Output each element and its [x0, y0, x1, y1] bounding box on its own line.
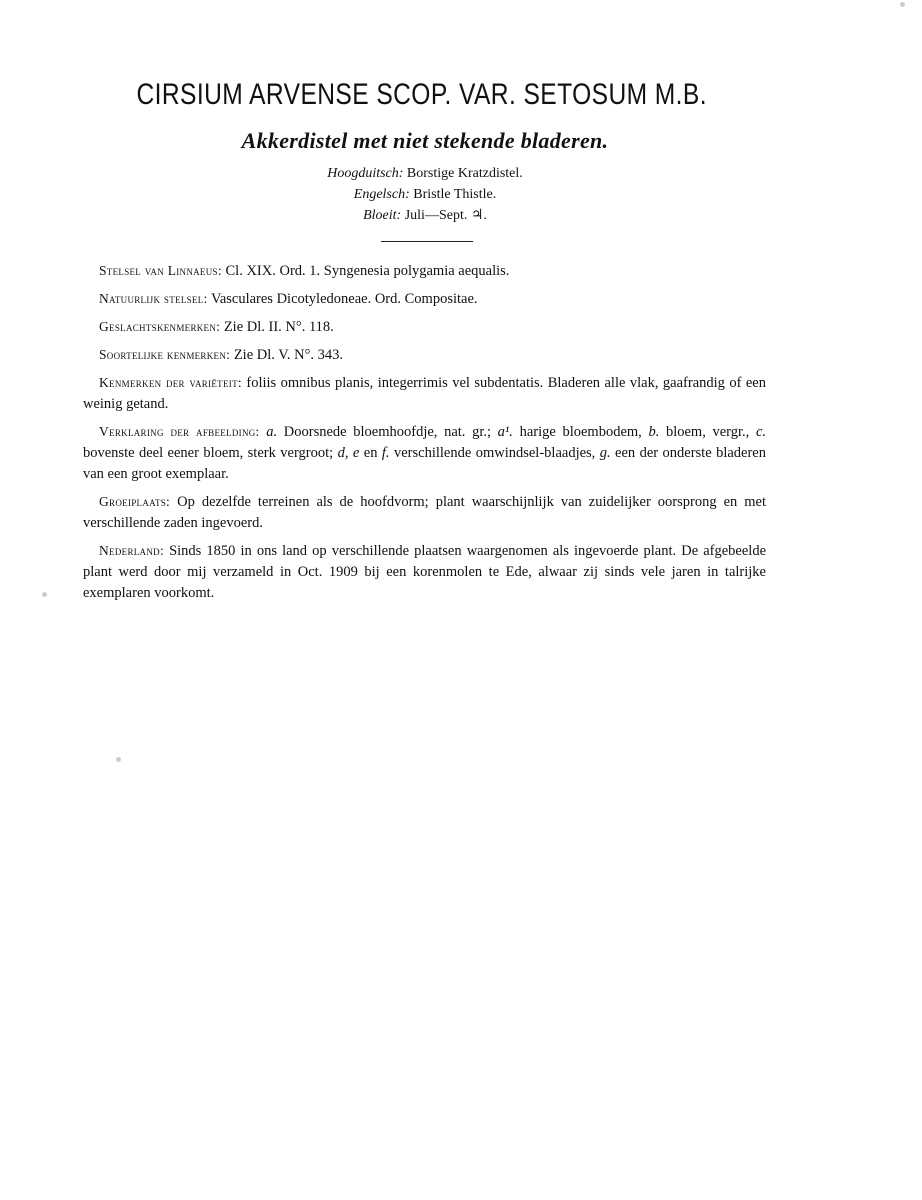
figure-text: en: [359, 445, 382, 461]
section-text: Zie Dl. V. N°. 343.: [233, 347, 343, 363]
figure-key: b.: [648, 424, 660, 440]
section-text: Cl. XIX. Ord. 1. Syngenesia polygamia aequalis.: [225, 263, 510, 279]
figure-key: e: [352, 445, 360, 461]
figure-text: harige bloembodem,: [512, 424, 649, 440]
section-text: Vasculares Dicotyledoneae. Ord. Compositae.: [210, 291, 478, 307]
common-name-label: Hoogduitsch:: [327, 166, 404, 181]
figure-key: f.: [381, 445, 390, 461]
figure-key: a¹.: [497, 424, 513, 440]
section-label: Natuurlijk stelsel:: [99, 291, 208, 306]
common-name-german: [0, 163, 850, 184]
common-name-english: [0, 184, 850, 205]
divider-rule: [381, 241, 473, 242]
figure-text: verschillende omwindsel-blaadjes,: [389, 445, 600, 461]
section-species-features: [83, 344, 766, 366]
section-text: Op dezelfde terreinen als de hoofdvorm; plant waarschijnlijk van zuidelijker oorsprong en met verschillende zaden ingevoerd.: [83, 494, 766, 531]
section-natural-system: [83, 288, 766, 310]
figure-text: een der onderste bladeren van een groot exemplaar.: [83, 445, 766, 482]
section-label: Kenmerken der variëteit:: [99, 375, 242, 390]
figure-key: g.: [599, 445, 611, 461]
figure-key: a.: [266, 424, 278, 440]
section-figure-explanation: [83, 421, 766, 485]
section-label: Nederland:: [99, 543, 164, 558]
figure-key: c.: [755, 424, 766, 440]
common-name-value: Bristle Thistle.: [413, 187, 497, 202]
common-name-value: Borstige Kratzdistel.: [406, 166, 523, 181]
section-text: Zie Dl. II. N°. 118.: [223, 319, 334, 335]
paper-speck: [900, 2, 905, 7]
description-body: [83, 260, 766, 610]
section-text: foliis omnibus planis, integerrimis vel subdentatis. Bladeren alle vlak, gaafrandig of een weinig getand.: [83, 375, 766, 412]
figure-text: bloem, vergr.,: [659, 424, 756, 440]
flowering-period: [0, 205, 850, 226]
common-name-label: Engelsch:: [353, 187, 410, 202]
dutch-name: Akkerdistel met niet stekende bladeren.: [241, 128, 609, 153]
paper-speck: [42, 592, 47, 597]
figure-text: Doorsnede bloemhoofdje, nat. gr.;: [277, 424, 498, 440]
paper-speck: [116, 757, 121, 762]
section-habitat: [83, 491, 766, 534]
section-label: Soortelijke kenmerken:: [99, 347, 231, 362]
figure-text: bovenste deel eener bloem, sterk vergroot;: [83, 445, 338, 461]
section-variety-features: [83, 372, 766, 415]
species-title-text: CIRSIUM ARVENSE SCOP. VAR. SETOSUM M.B.: [136, 78, 707, 111]
section-genus-features: [83, 316, 766, 338]
section-label: Groeiplaats:: [99, 494, 171, 509]
common-names-block: [0, 163, 850, 226]
section-label: Verklaring der afbeelding:: [99, 424, 260, 439]
figure-key: d,: [337, 445, 349, 461]
section-label: Stelsel van Linnaeus:: [99, 263, 222, 278]
section-netherlands: [83, 540, 766, 604]
species-title: [77, 78, 833, 112]
section-text: Sinds 1850 in ons land op verschillende plaatsen waargenomen als ingevoerde plant. De afgebeelde plant werd door mij verzameld in Oct. 1909 bij een korenmolen te Ede, alwaar zij sinds vele jaren in talrijke exemplaren voorkomt.: [83, 543, 767, 601]
common-name-label: Bloeit:: [363, 208, 402, 223]
section-linnaeus: [83, 260, 766, 282]
common-name-value: Juli—Sept. ♃.: [404, 208, 487, 223]
section-label: Geslachtskenmerken:: [99, 319, 221, 334]
